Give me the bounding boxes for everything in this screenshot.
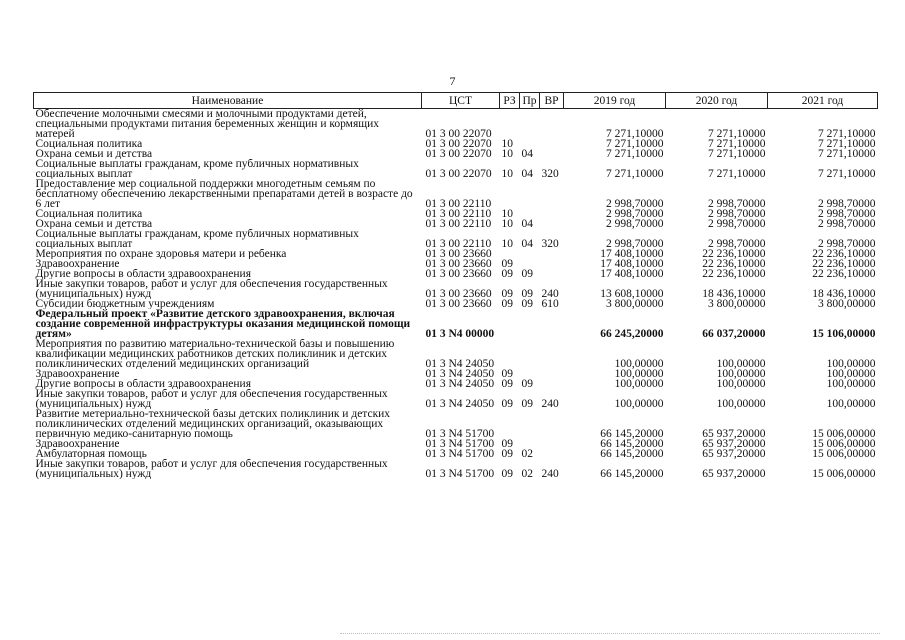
cell-2020: 2 998,70000 [708, 219, 766, 229]
cell-2021: 15 006,00000 [812, 449, 876, 459]
cell-rz: 10 [501, 168, 513, 179]
cell-cst: 01 3 00 23660 [425, 259, 492, 269]
cell-cst: 01 3 N4 24050 [425, 398, 495, 409]
cell-vr [540, 259, 564, 269]
table-row [34, 339, 878, 369]
cell-pr [520, 249, 540, 259]
table-row [34, 149, 878, 159]
cell-2019: 17 408,10000 [600, 249, 664, 259]
cell-rz: 09 [501, 449, 513, 459]
cell-2019: 66 245,20000 [600, 328, 664, 339]
cell-name: Иные закупки товаров, работ и услуг для обеспечения государственных (муниципальных) нужд [35, 389, 388, 409]
cell-2021: 15 006,00000 [812, 428, 876, 439]
cell-vr: 320 [541, 168, 559, 179]
cell-2021: 100,00000 [826, 358, 876, 369]
cell-2020: 100,00000 [716, 369, 766, 379]
cell-vr [540, 439, 564, 449]
cell-rz: 10 [501, 209, 513, 219]
cell-pr: 04 [521, 219, 533, 229]
table-body [34, 109, 878, 480]
table-row [34, 459, 878, 479]
cell-rz: 09 [501, 468, 513, 479]
cell-pr [520, 369, 540, 379]
table-row [34, 109, 878, 140]
cell-vr [540, 179, 564, 209]
cell-rz: 09 [501, 369, 513, 379]
cell-rz: 10 [501, 219, 513, 229]
cell-pr [520, 109, 540, 140]
cell-name: Социальные выплаты гражданам, кроме публичных нормативных социальных выплат [35, 229, 359, 249]
cell-2021: 15 006,00000 [812, 468, 876, 479]
cell-2020: 3 800,00000 [708, 299, 766, 309]
cell-vr: 320 [541, 238, 559, 249]
cell-cst: 01 3 N4 00000 [425, 328, 495, 339]
cell-2019: 7 271,10000 [606, 139, 664, 149]
cell-2019: 2 998,70000 [606, 238, 664, 249]
cell-2020: 7 271,10000 [708, 128, 766, 139]
cell-rz: 10 [501, 238, 513, 249]
cell-vr [540, 109, 564, 140]
cell-cst: 01 3 00 23660 [425, 288, 492, 299]
cell-vr [540, 449, 564, 459]
cell-name: Предоставление мер социальной поддержки многодетным семьям по бесплатному обеспечению лекарственными препаратами детей в возрасте до 6 лет [35, 179, 413, 209]
cell-2019: 3 800,00000 [606, 299, 664, 309]
cell-cst: 01 3 00 22110 [425, 238, 492, 249]
cell-cst: 01 3 00 22110 [425, 219, 492, 229]
cell-2019: 2 998,70000 [606, 219, 664, 229]
cell-2019: 66 145,20000 [600, 439, 664, 449]
table-row [34, 229, 878, 249]
cell-2019: 66 145,20000 [600, 449, 664, 459]
cell-pr: 04 [521, 168, 533, 179]
cell-2021: 2 998,70000 [818, 198, 876, 209]
cell-2020: 100,00000 [716, 398, 766, 409]
table-row [34, 279, 878, 299]
table-row [34, 269, 878, 279]
table-row [34, 369, 878, 379]
cell-2020: 65 937,20000 [702, 468, 766, 479]
cell-pr: 09 [521, 398, 533, 409]
cell-2021: 7 271,10000 [818, 149, 876, 159]
cell-2019: 2 998,70000 [606, 198, 664, 209]
cell-2021: 18 436,10000 [812, 288, 876, 299]
table-row [34, 139, 878, 149]
cell-name: Здравоохранение [35, 369, 120, 379]
cell-cst: 01 3 N4 51700 [425, 439, 495, 449]
cell-name: Охрана семьи и детства [35, 149, 153, 159]
cell-cst: 01 3 00 22110 [425, 209, 492, 219]
cell-name: Охрана семьи и детства [35, 219, 153, 229]
cell-2021: 7 271,10000 [818, 168, 876, 179]
cell-2020: 7 271,10000 [708, 168, 766, 179]
cell-rz: 09 [501, 439, 513, 449]
cell-2019: 17 408,10000 [600, 269, 664, 279]
header-pr: Пр [520, 93, 540, 109]
cell-2019: 100,00000 [614, 398, 664, 409]
cell-rz [500, 409, 520, 439]
cell-2020: 18 436,10000 [702, 288, 766, 299]
cell-pr [520, 439, 540, 449]
cell-vr [540, 339, 564, 369]
cell-2020: 22 236,10000 [702, 259, 766, 269]
cell-name: Обеспечение молочными смесями и молочными продуктами детей, специальными продуктами питания беременных женщин и кормящих матерей [35, 108, 380, 139]
cell-2020: 66 037,20000 [702, 328, 766, 339]
table-row [34, 389, 878, 409]
cell-pr [520, 179, 540, 209]
cell-vr [540, 409, 564, 439]
cell-pr [520, 209, 540, 219]
cell-2019: 7 271,10000 [606, 149, 664, 159]
cell-vr [540, 219, 564, 229]
table-row [34, 409, 878, 439]
cell-name: Развитие метериально-технической базы детских поликлиник и детских поликлинических отделений медицинских организаций, оказывающих первичную медико-санитарную помощь [35, 409, 391, 439]
cell-pr: 09 [521, 288, 533, 299]
cell-pr: 02 [521, 449, 533, 459]
cell-cst: 01 3 00 22070 [425, 149, 492, 159]
cell-rz: 10 [501, 139, 513, 149]
cell-pr: 02 [521, 468, 533, 479]
table-row [34, 449, 878, 459]
cell-2019: 100,00000 [614, 379, 664, 389]
cell-name: Иные закупки товаров, работ и услуг для обеспечения государственных (муниципальных) нужд [35, 279, 388, 299]
cell-2020: 100,00000 [716, 358, 766, 369]
cell-name: Здравоохранение [35, 439, 120, 449]
page-number: 7 [449, 74, 456, 88]
cell-2021: 2 998,70000 [818, 219, 876, 229]
cell-vr [540, 379, 564, 389]
cell-2021: 100,00000 [826, 379, 876, 389]
cell-2021: 22 236,10000 [812, 259, 876, 269]
cell-cst: 01 3 00 23660 [425, 269, 492, 279]
cell-pr [520, 139, 540, 149]
table-row [34, 439, 878, 449]
header-name: Наименование [34, 93, 422, 109]
cell-2019: 7 271,10000 [606, 128, 664, 139]
cell-2019: 2 998,70000 [606, 209, 664, 219]
cell-2020: 65 937,20000 [702, 439, 766, 449]
scan-artifact-line [340, 633, 880, 634]
cell-2020: 2 998,70000 [708, 238, 766, 249]
cell-2021: 7 271,10000 [818, 139, 876, 149]
table-row [34, 179, 878, 209]
table-header-row [34, 93, 878, 109]
cell-rz: 09 [501, 379, 513, 389]
cell-name: Амбулаторная помощь [35, 449, 147, 459]
cell-cst: 01 3 N4 51700 [425, 468, 495, 479]
cell-pr [520, 309, 540, 339]
table-row [34, 309, 878, 339]
header-cst: ЦСТ [422, 93, 500, 109]
cell-name: Субсидии бюджетным учреждениям [35, 299, 215, 309]
header-vr: ВР [540, 93, 564, 109]
cell-2020: 7 271,10000 [708, 149, 766, 159]
table-row [34, 159, 878, 179]
cell-rz: 09 [501, 269, 513, 279]
cell-name: Другие вопросы в области здравоохранения [35, 379, 251, 389]
cell-2020: 22 236,10000 [702, 249, 766, 259]
cell-vr [540, 249, 564, 259]
cell-2021: 2 998,70000 [818, 238, 876, 249]
header-2020: 2020 год [666, 93, 768, 109]
cell-rz: 09 [501, 259, 513, 269]
cell-2019: 7 271,10000 [606, 168, 664, 179]
cell-2021: 3 800,00000 [818, 299, 876, 309]
cell-cst: 01 3 00 23660 [425, 249, 492, 259]
cell-2020: 65 937,20000 [702, 449, 766, 459]
cell-2019: 100,00000 [614, 369, 664, 379]
cell-name: Другие вопросы в области здравоохранения [35, 269, 251, 279]
cell-2020: 22 236,10000 [702, 269, 766, 279]
cell-vr [540, 309, 564, 339]
cell-2021: 15 106,00000 [812, 328, 876, 339]
cell-2021: 2 998,70000 [818, 209, 876, 219]
cell-2019: 66 145,20000 [600, 428, 664, 439]
cell-name: Социальные выплаты гражданам, кроме публичных нормативных социальных выплат [35, 159, 359, 179]
cell-pr [520, 409, 540, 439]
cell-cst: 01 3 00 22070 [425, 168, 492, 179]
cell-2020: 65 937,20000 [702, 428, 766, 439]
cell-2020: 100,00000 [716, 379, 766, 389]
cell-pr [520, 339, 540, 369]
cell-rz [500, 109, 520, 140]
cell-vr [540, 139, 564, 149]
cell-2019: 66 145,20000 [600, 468, 664, 479]
cell-cst: 01 3 N4 24050 [425, 358, 495, 369]
cell-2019: 17 408,10000 [600, 259, 664, 269]
cell-pr: 09 [521, 299, 533, 309]
cell-2021: 100,00000 [826, 398, 876, 409]
cell-2021: 7 271,10000 [818, 128, 876, 139]
cell-rz [500, 309, 520, 339]
table-row [34, 299, 878, 309]
cell-name: Мероприятия по развитию материально-технической базы и повышению квалификации медицинских работников детских поликлиник и детских поликлинических отделений медицинских организаций [35, 339, 395, 369]
cell-name: Федеральный проект «Развитие детского здравоохранения, включая создание современной инфраструктуры оказания медицинской помощи детям» [35, 309, 411, 339]
cell-vr [540, 269, 564, 279]
cell-vr [540, 369, 564, 379]
cell-pr [520, 259, 540, 269]
cell-name: Мероприятия по охране здоровья матери и ребенка [35, 249, 287, 259]
cell-cst: 01 3 00 22070 [425, 128, 492, 139]
cell-2019: 100,00000 [614, 358, 664, 369]
cell-2020: 2 998,70000 [708, 209, 766, 219]
cell-rz: 09 [501, 288, 513, 299]
cell-2021: 100,00000 [826, 369, 876, 379]
cell-name: Социальная политика [35, 139, 143, 149]
cell-cst: 01 3 00 22070 [425, 139, 492, 149]
cell-cst: 01 3 00 22110 [425, 198, 492, 209]
table-row [34, 379, 878, 389]
cell-cst: 01 3 00 23660 [425, 299, 492, 309]
cell-vr: 240 [541, 468, 559, 479]
cell-pr: 04 [521, 149, 533, 159]
cell-2021: 22 236,10000 [812, 269, 876, 279]
header-2021: 2021 год [768, 93, 878, 109]
header-rz: РЗ [500, 93, 520, 109]
cell-rz [500, 249, 520, 259]
cell-vr: 610 [541, 299, 559, 309]
cell-cst: 01 3 N4 24050 [425, 379, 495, 389]
cell-vr [540, 209, 564, 219]
cell-rz [500, 339, 520, 369]
cell-vr: 240 [541, 288, 559, 299]
cell-rz: 10 [501, 149, 513, 159]
table-row [34, 209, 878, 219]
cell-cst: 01 3 N4 24050 [425, 369, 495, 379]
budget-table [33, 92, 878, 479]
cell-pr: 04 [521, 238, 533, 249]
cell-2020: 7 271,10000 [708, 139, 766, 149]
cell-2020: 2 998,70000 [708, 198, 766, 209]
cell-pr: 09 [521, 379, 533, 389]
cell-rz: 09 [501, 398, 513, 409]
cell-cst: 01 3 N4 51700 [425, 428, 495, 439]
cell-name: Иные закупки товаров, работ и услуг для обеспечения государственных (муниципальных) нужд [35, 459, 388, 479]
cell-2019: 13 608,10000 [600, 288, 664, 299]
cell-rz: 09 [501, 299, 513, 309]
header-2019: 2019 год [564, 93, 666, 109]
cell-2021: 15 006,00000 [812, 439, 876, 449]
cell-vr: 240 [541, 398, 559, 409]
cell-cst: 01 3 N4 51700 [425, 449, 495, 459]
cell-name: Здравоохранение [35, 259, 120, 269]
cell-rz [500, 179, 520, 209]
table-row [34, 259, 878, 269]
table-row [34, 249, 878, 259]
cell-name: Социальная политика [35, 209, 143, 219]
cell-vr [540, 149, 564, 159]
cell-pr: 09 [521, 269, 533, 279]
table-row [34, 219, 878, 229]
cell-2021: 22 236,10000 [812, 249, 876, 259]
